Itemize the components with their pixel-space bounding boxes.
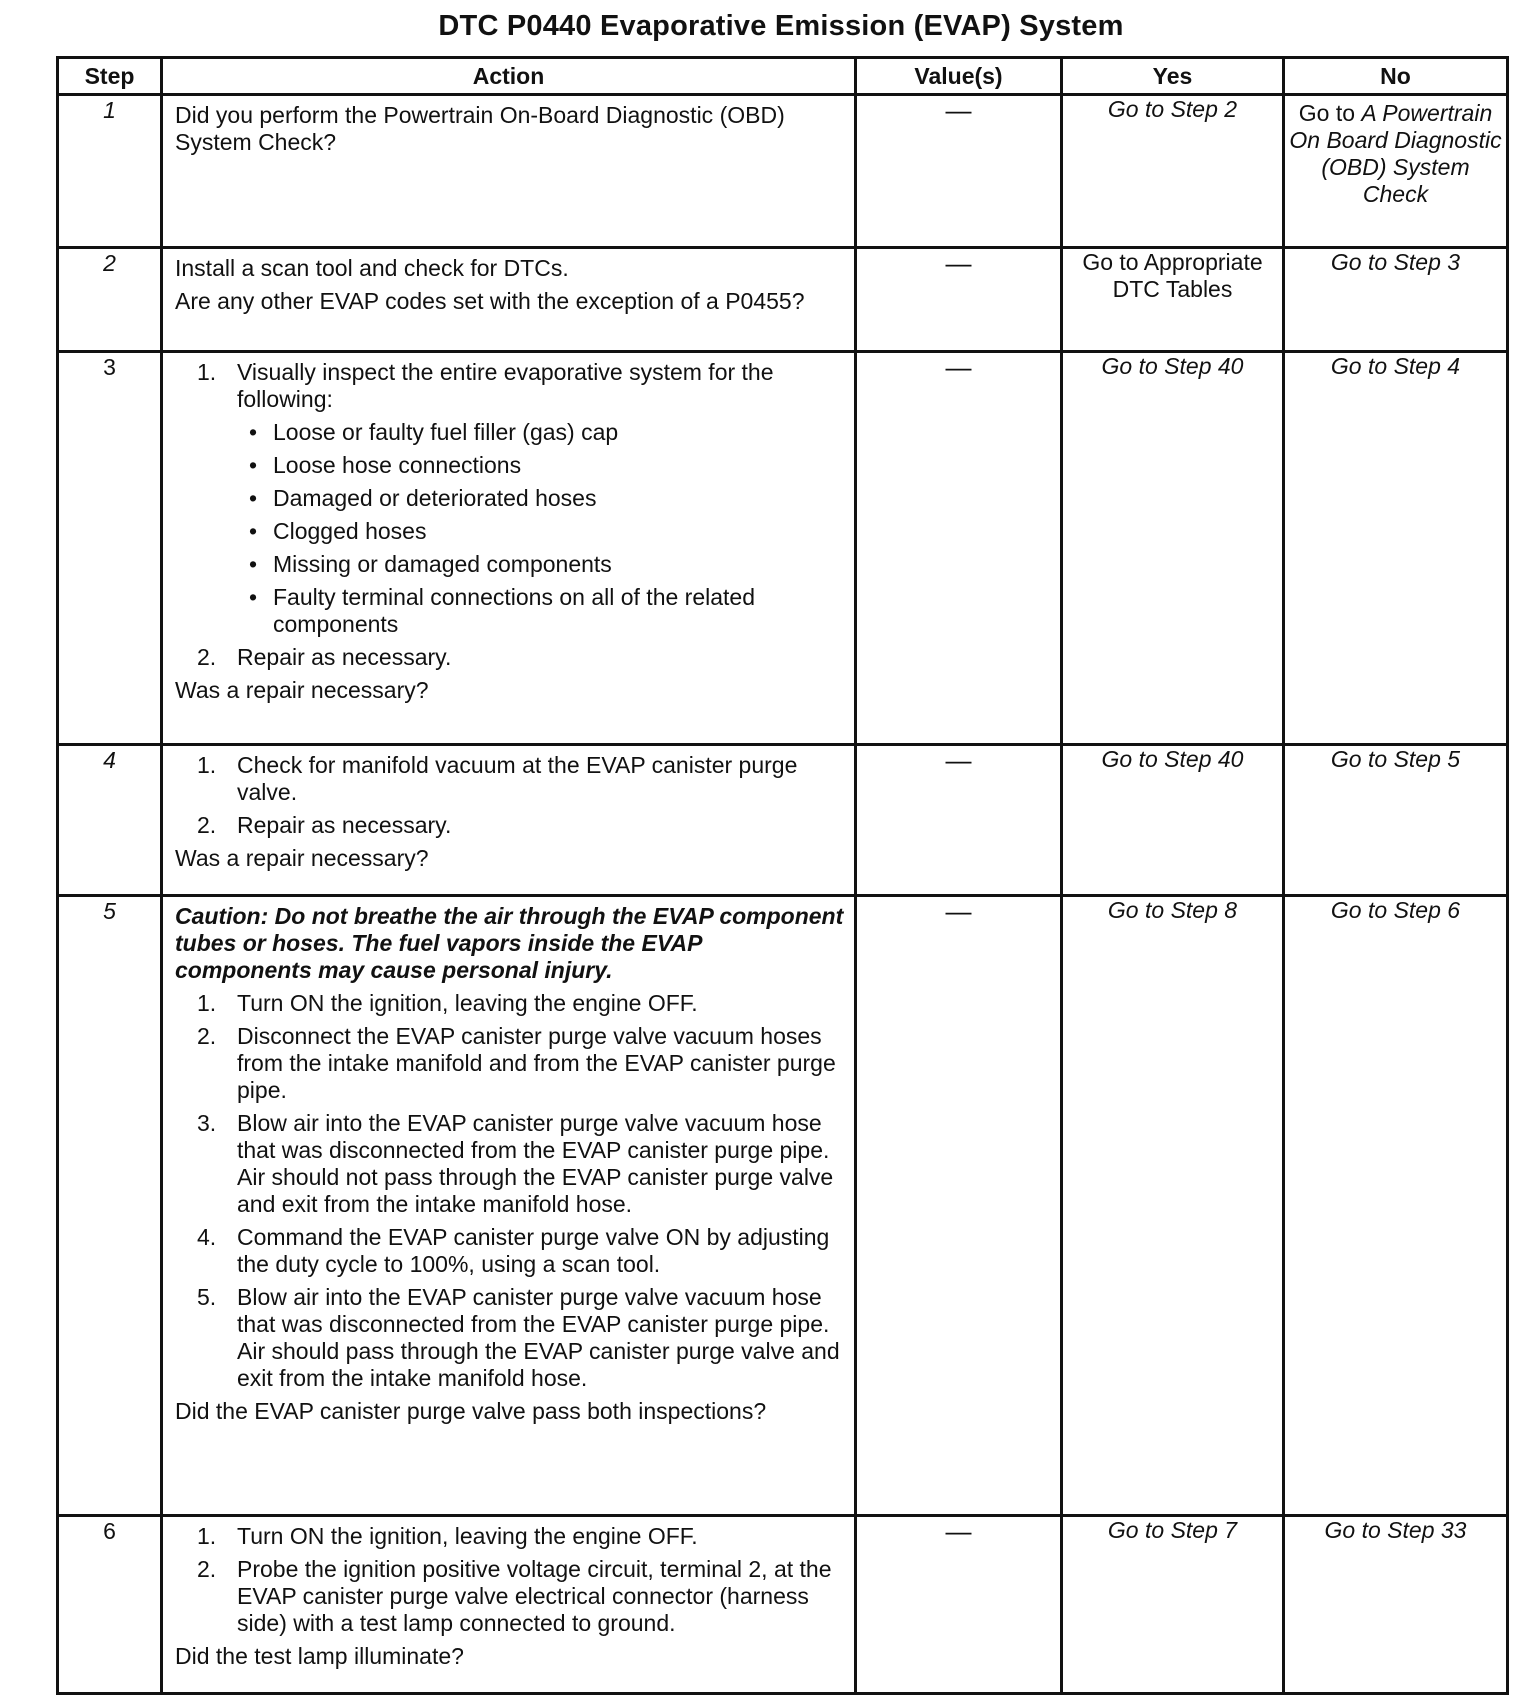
item-number: 2. (197, 812, 217, 838)
value-cell: — (856, 745, 1062, 896)
list-item (175, 1110, 844, 1218)
bullet-item (237, 551, 844, 578)
caution-note: Caution: Do not breathe the air through the EVAP component tubes or hoses. The fuel vapors inside the EVAP components may cause personal injury. (175, 903, 844, 983)
bullet-icon: • (249, 419, 258, 445)
action-question: Did you perform the Powertrain On-Board Diagnostic (OBD) System Check? (175, 102, 785, 155)
item-number: 1. (197, 1523, 217, 1549)
action-steps (175, 752, 844, 839)
bullet-item (237, 518, 844, 545)
action-cell (162, 248, 856, 352)
list-item (175, 359, 844, 638)
yes-cell: Go to Step 40 (1062, 745, 1284, 896)
no-cell: Go to Step 5 (1284, 745, 1508, 896)
no-reference: A Powertrain On Board Diagnostic (OBD) System Check (1289, 100, 1502, 207)
bullet-icon: • (249, 518, 258, 544)
value-cell: — (856, 896, 1062, 1516)
yes-cell: Go to Step 7 (1062, 1516, 1284, 1694)
action-question: Was a repair necessary? (175, 845, 429, 871)
item-text: Disconnect the EVAP canister purge valve vacuum hoses from the intake manifold and from the EVAP canister purge pipe. (237, 1023, 836, 1103)
header-no: No (1284, 58, 1508, 95)
list-item (175, 752, 844, 806)
no-prefix: Go to (1298, 100, 1362, 126)
bullet-text: Damaged or deteriorated hoses (273, 485, 597, 511)
table-row-step-5 (58, 896, 1508, 1516)
list-item (175, 812, 844, 839)
diagnostic-table (56, 56, 1509, 1695)
action-cell (162, 896, 856, 1516)
item-number: 3. (197, 1110, 217, 1136)
item-number: 5. (197, 1284, 217, 1310)
list-item (175, 1556, 844, 1637)
list-item (175, 1224, 844, 1278)
step-number: 6 (58, 1516, 162, 1694)
page-title: DTC P0440 Evaporative Emission (EVAP) System (438, 10, 1124, 42)
item-number: 2. (197, 1023, 217, 1049)
item-number: 4. (197, 1224, 217, 1250)
bullet-item (237, 419, 844, 446)
bullet-icon: • (249, 452, 258, 478)
item-number: 2. (197, 1556, 217, 1582)
step-number: 1 (58, 95, 162, 248)
yes-cell: Go to Step 8 (1062, 896, 1284, 1516)
item-text: Blow air into the EVAP canister purge valve vacuum hose that was disconnected from the EVAP canister purge pipe. Air should not pass through the EVAP canister purge valve and exit from the intake manifold hose. (237, 1110, 834, 1217)
bullet-text: Faulty terminal connections on all of the related components (273, 584, 755, 637)
value-cell: — (856, 352, 1062, 745)
yes-cell: Go to Step 2 (1062, 95, 1284, 248)
table-row-step-1 (58, 95, 1508, 248)
item-text: Probe the ignition positive voltage circuit, terminal 2, at the EVAP canister purge valve electrical connector (harness side) with a test lamp connected to ground. (237, 1556, 832, 1636)
list-item (175, 1523, 844, 1550)
header-action: Action (162, 58, 856, 95)
yes-cell: Go to Step 40 (1062, 352, 1284, 745)
step-number: 4 (58, 745, 162, 896)
table-row-step-2 (58, 248, 1508, 352)
action-question: Did the test lamp illuminate? (175, 1643, 464, 1669)
bullet-icon: • (249, 584, 258, 610)
item-number: 1. (197, 990, 217, 1016)
table-row-step-6 (58, 1516, 1508, 1694)
no-cell: Go to Step 33 (1284, 1516, 1508, 1694)
action-question: Did the EVAP canister purge valve pass both inspections? (175, 1398, 767, 1424)
yes-cell: Go to Appropriate DTC Tables (1062, 248, 1284, 352)
list-item (175, 644, 844, 671)
item-text: Repair as necessary. (237, 644, 452, 670)
item-number: 1. (197, 752, 217, 778)
action-steps (175, 359, 844, 671)
no-cell (1284, 95, 1508, 248)
bullet-text: Clogged hoses (273, 518, 427, 544)
value-cell: — (856, 95, 1062, 248)
item-number: 1. (197, 359, 217, 385)
bullet-text: Loose hose connections (273, 452, 522, 478)
action-question: Was a repair necessary? (175, 677, 429, 703)
no-cell: Go to Step 3 (1284, 248, 1508, 352)
item-text: Turn ON the ignition, leaving the engine OFF. (237, 990, 698, 1016)
header-row (58, 58, 1508, 95)
item-text: Repair as necessary. (237, 812, 452, 838)
item-text: Visually inspect the entire evaporative system for the following: (237, 359, 774, 412)
bullet-item (237, 452, 844, 479)
action-cell (162, 95, 856, 248)
list-item (175, 1023, 844, 1104)
item-text: Check for manifold vacuum at the EVAP canister purge valve. (237, 752, 798, 805)
no-cell: Go to Step 4 (1284, 352, 1508, 745)
action-question: Are any other EVAP codes set with the exception of a P0455? (175, 288, 805, 314)
table-row-step-4 (58, 745, 1508, 896)
header-value: Value(s) (856, 58, 1062, 95)
step-number: 5 (58, 896, 162, 1516)
table-row-step-3 (58, 352, 1508, 745)
action-cell (162, 745, 856, 896)
no-cell: Go to Step 6 (1284, 896, 1508, 1516)
item-number: 2. (197, 644, 217, 670)
bullet-item (237, 485, 844, 512)
action-steps (175, 1523, 844, 1637)
list-item (175, 990, 844, 1017)
action-cell (162, 1516, 856, 1694)
bullet-icon: • (249, 551, 258, 577)
bullet-icon: • (249, 485, 258, 511)
step-number: 3 (58, 352, 162, 745)
value-cell: — (856, 248, 1062, 352)
action-intro: Install a scan tool and check for DTCs. (175, 255, 569, 281)
action-cell (162, 352, 856, 745)
header-yes: Yes (1062, 58, 1284, 95)
list-item (175, 1284, 844, 1392)
bullet-item (237, 584, 844, 638)
bullet-text: Missing or damaged components (273, 551, 612, 577)
action-steps (175, 990, 844, 1392)
item-text: Turn ON the ignition, leaving the engine OFF. (237, 1523, 698, 1549)
value-cell: — (856, 1516, 1062, 1694)
bullet-text: Loose or faulty fuel filler (gas) cap (273, 419, 619, 445)
step-number: 2 (58, 248, 162, 352)
item-text: Blow air into the EVAP canister purge valve vacuum hose that was disconnected from the EVAP canister purge pipe. Air should pass through the EVAP canister purge valve and exit from the intake manifold hose. (237, 1284, 840, 1391)
item-text: Command the EVAP canister purge valve ON by adjusting the duty cycle to 100%, using a scan tool. (237, 1224, 830, 1277)
header-step: Step (58, 58, 162, 95)
inspection-checklist (237, 419, 844, 638)
